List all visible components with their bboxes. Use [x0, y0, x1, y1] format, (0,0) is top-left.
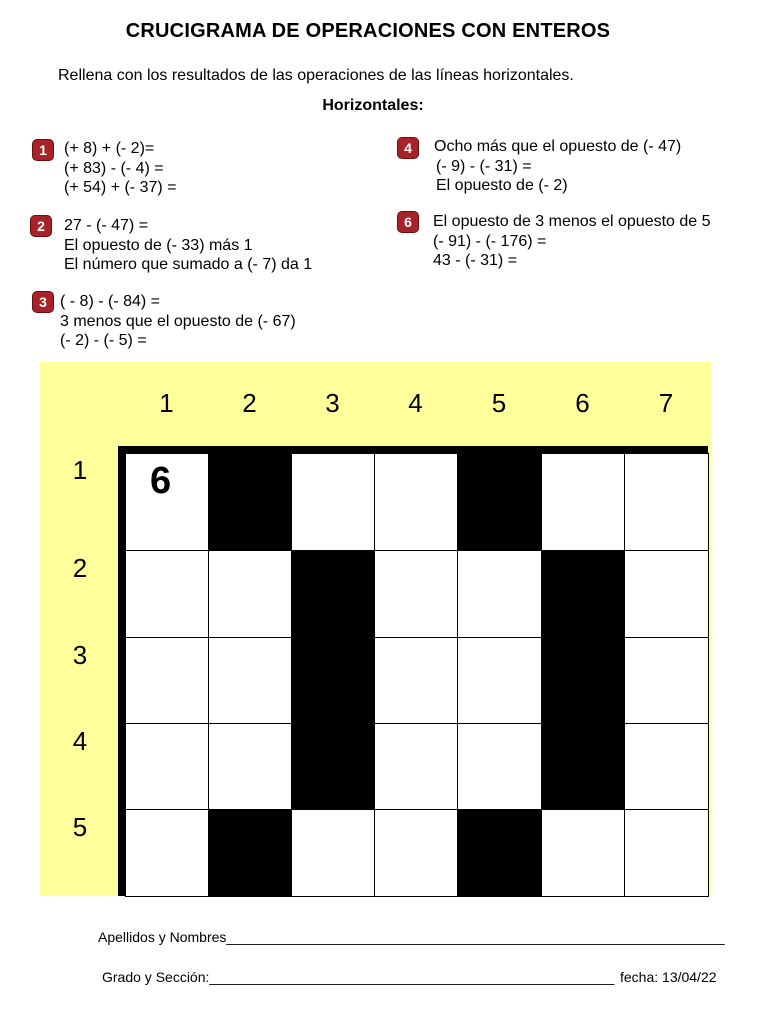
name-label: Apellidos y Nombres	[98, 929, 227, 945]
clue-1	[39, 139, 177, 198]
answer-cell[interactable]	[291, 809, 375, 897]
row-header-3: 3	[72, 640, 88, 670]
crossword-grid	[118, 446, 708, 896]
column-header-4: 4	[408, 388, 423, 418]
answer-cell[interactable]	[457, 550, 542, 638]
answer-cell[interactable]	[624, 453, 709, 551]
clue-4	[404, 137, 682, 196]
grade-line: ____________________________________________________	[209, 969, 615, 985]
answer-cell[interactable]	[125, 723, 209, 810]
row-header-1: 1	[72, 455, 88, 485]
answer-cell[interactable]	[125, 637, 209, 724]
clue-line: (- 91) - (- 176) =	[433, 232, 547, 250]
answer-cell[interactable]	[374, 723, 458, 810]
column-header-2: 2	[242, 388, 257, 418]
date-label: fecha: 13/04/22	[620, 969, 717, 985]
clue-line: 3 menos que el opuesto de (- 67)	[60, 312, 296, 330]
clue-6	[404, 212, 711, 271]
blocked-cell	[208, 453, 292, 551]
clue-number-badge: 3	[33, 292, 53, 312]
clue-line: ( - 8) - (- 84) =	[60, 293, 161, 310]
clue-line: El opuesto de (- 33) más 1	[64, 236, 253, 254]
clue-line: (- 2) - (- 5) =	[60, 332, 147, 349]
column-header-3: 3	[325, 388, 340, 418]
worksheet-title: CRUCIGRAMA DE OPERACIONES CON ENTEROS	[125, 20, 611, 42]
answer-cell[interactable]	[374, 453, 458, 551]
answer-cell[interactable]	[541, 453, 625, 551]
clue-number-badge: 4	[398, 138, 418, 158]
answer-cell[interactable]	[208, 723, 292, 810]
clue-number-badge: 6	[398, 212, 418, 232]
row-header-2: 2	[72, 553, 88, 583]
clue-line: El opuesto de 3 menos el opuesto de 5	[433, 213, 711, 230]
clue-line: El número que sumado a (- 7) da 1	[64, 256, 313, 273]
answer-cell[interactable]	[374, 809, 458, 897]
answer-cell[interactable]	[457, 637, 542, 724]
answer-cell[interactable]	[291, 453, 375, 551]
clue-line: 27 - (- 47) =	[64, 217, 149, 234]
answer-cell[interactable]	[624, 550, 709, 638]
clue-line: (+ 83) - (- 4) =	[64, 159, 164, 177]
clue-line: El opuesto de (- 2)	[436, 177, 568, 194]
name-field[interactable]	[98, 929, 725, 945]
instructions-text: Rellena con los resultados de las operaciones de las líneas horizontales.	[58, 67, 574, 84]
blocked-cell	[541, 637, 625, 724]
answer-cell[interactable]	[624, 637, 709, 724]
answer-cell[interactable]	[624, 809, 709, 897]
clue-line: (+ 8) + (- 2)=	[64, 140, 155, 157]
answer-cell[interactable]	[374, 550, 458, 638]
clue-3	[39, 292, 296, 351]
blocked-cell	[457, 453, 542, 551]
answer-cell[interactable]	[457, 723, 542, 810]
column-header-5: 5	[491, 388, 507, 418]
filled-entry: 6	[150, 460, 172, 502]
row-header-4: 4	[72, 726, 88, 756]
blocked-cell	[208, 809, 292, 897]
column-header-1: 1	[159, 388, 174, 418]
blocked-cell	[291, 637, 375, 724]
column-header-7: 7	[658, 388, 674, 418]
answer-cell[interactable]	[208, 550, 292, 638]
answer-cell[interactable]	[208, 637, 292, 724]
blocked-cell	[541, 723, 625, 810]
blocked-cell	[291, 723, 375, 810]
clue-2	[37, 216, 313, 275]
clue-number-badge: 1	[33, 140, 53, 160]
answer-cell[interactable]	[125, 453, 209, 551]
blocked-cell	[541, 550, 625, 638]
grade-field[interactable]	[102, 969, 614, 985]
clue-line: 43 - (- 31) =	[433, 252, 518, 269]
clue-line: (- 9) - (- 31) =	[436, 157, 532, 175]
answer-cell[interactable]	[374, 637, 458, 724]
answer-cell[interactable]	[541, 809, 625, 897]
answer-cell[interactable]	[125, 550, 209, 638]
clue-line: (+ 54) + (- 37) =	[64, 179, 177, 196]
answer-cell[interactable]	[624, 723, 709, 810]
answer-cell[interactable]	[125, 809, 209, 897]
column-header-6: 6	[575, 388, 590, 418]
grade-label: Grado y Sección:	[102, 969, 210, 985]
clue-line: Ocho más que el opuesto de (- 47)	[434, 138, 682, 155]
blocked-cell	[291, 550, 375, 638]
horizontal-clues-heading: Horizontales:	[322, 97, 424, 114]
row-header-5: 5	[72, 812, 88, 842]
name-line: ________________________________________________________________	[226, 929, 725, 945]
blocked-cell	[457, 809, 542, 897]
clue-number-badge: 2	[31, 216, 51, 236]
